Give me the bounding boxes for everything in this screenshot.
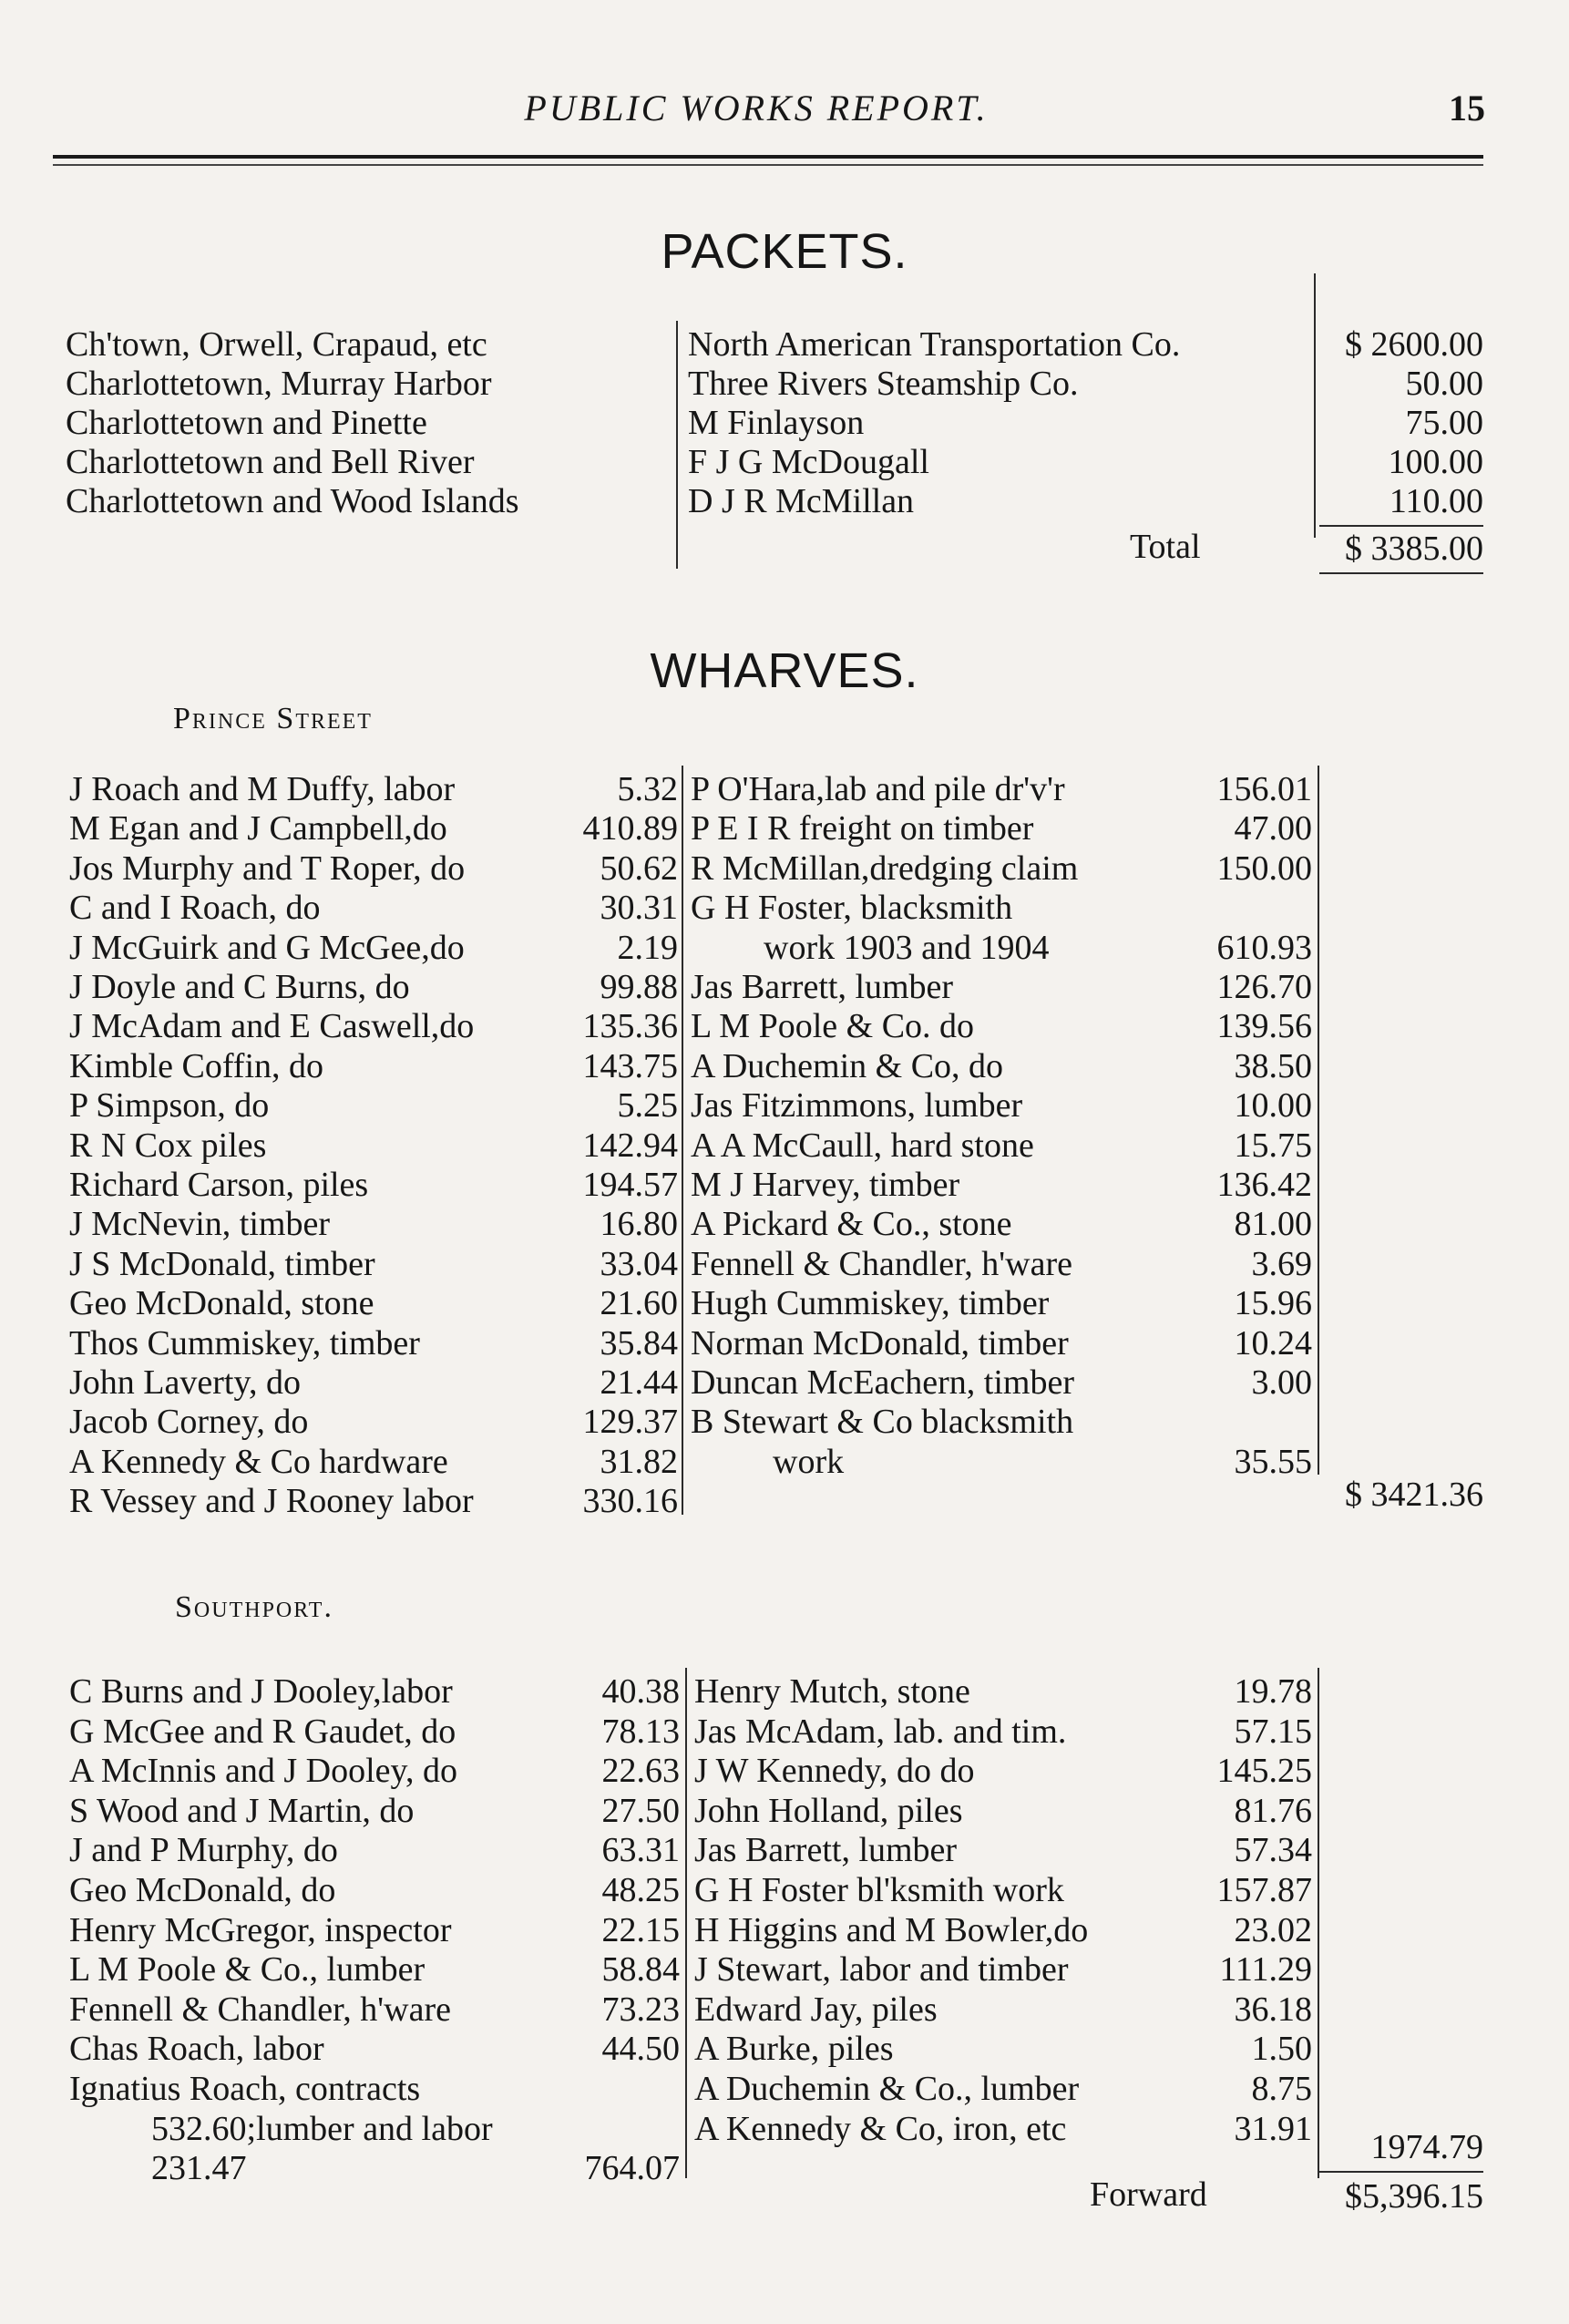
- prince-street-entry: [691, 1402, 1312, 1442]
- prince-street-entry: [69, 888, 678, 928]
- prince-street-entry-amount: 15.96: [1234, 1284, 1312, 1323]
- prince-street-entry: [691, 1442, 1312, 1482]
- southport-entry-name: Fennell & Chandler, h'ware: [69, 1990, 451, 2029]
- prince-street-entry-name: Hugh Cummiskey, timber: [691, 1284, 1050, 1323]
- packet-contractor: [688, 442, 1483, 482]
- prince-street-entry: [691, 1363, 1312, 1403]
- southport-entry: [694, 1870, 1312, 1910]
- page-number: 15: [1449, 87, 1485, 129]
- prince-street-entry: [69, 1481, 678, 1521]
- southport-entry-name: A Kennedy & Co, iron, etc: [694, 2109, 1067, 2148]
- southport-entry: [694, 2029, 1312, 2069]
- header-rule-thin: [53, 164, 1483, 166]
- southport-heading: Southport.: [175, 1590, 333, 1624]
- southport-entry-amount: 44.50: [601, 2030, 680, 2069]
- prince-street-entry-name: work: [773, 1442, 845, 1481]
- prince-street-entry: [69, 769, 678, 809]
- southport-entry: [69, 1671, 680, 1712]
- prince-street-entry-amount: 330.16: [582, 1482, 678, 1521]
- prince-street-entry-name: J McGuirk and G McGee,do: [69, 928, 465, 967]
- prince-street-entry-name: J Doyle and C Burns, do: [69, 968, 410, 1006]
- southport-entry-amount: 157.87: [1216, 1871, 1312, 1909]
- prince-street-entry-amount: 3.69: [1251, 1244, 1312, 1283]
- southport-entry-name: John Holland, piles: [694, 1791, 963, 1830]
- prince-street-entry-name: Duncan McEachern, timber: [691, 1363, 1074, 1402]
- prince-street-entry: [69, 1244, 678, 1284]
- prince-street-entry: [69, 1204, 678, 1244]
- prince-street-entry-amount: 156.01: [1216, 770, 1312, 808]
- southport-entry-name: C Burns and J Dooley,labor: [69, 1672, 453, 1711]
- southport-entry: [69, 1712, 680, 1752]
- southport-entry: [694, 2069, 1312, 2109]
- prince-street-entry: [69, 1085, 678, 1126]
- southport-entry-name: Jas Barrett, lumber: [694, 1831, 958, 1870]
- prince-street-entry: [691, 1046, 1312, 1086]
- southport-entry-name: Chas Roach, labor: [69, 2030, 324, 2069]
- prince-street-entry: [69, 1402, 678, 1442]
- southport-entry-name: A Burke, piles: [694, 2030, 894, 2069]
- southport-entry-name: Edward Jay, piles: [694, 1990, 938, 2029]
- prince-street-entry-amount: 21.44: [600, 1363, 678, 1402]
- southport-entry: [69, 1910, 680, 1950]
- southport-entry: [694, 1949, 1312, 1990]
- packet-route: Charlottetown and Pinette: [66, 404, 427, 442]
- southport-entry-name: Henry McGregor, inspector: [69, 1910, 452, 1949]
- prince-street-entry: [691, 1006, 1312, 1046]
- southport-entry: [694, 1712, 1312, 1752]
- southport-entry-amount: 19.78: [1234, 1672, 1312, 1711]
- southport-entry-amount: 23.02: [1234, 1910, 1312, 1949]
- packet-contractor: [688, 324, 1483, 365]
- prince-street-entry-amount: 81.00: [1234, 1205, 1312, 1244]
- prince-street-entry-name: J McNevin, timber: [69, 1205, 331, 1244]
- southport-entry-amount: 1.50: [1251, 2030, 1312, 2069]
- southport-entry: [69, 2069, 680, 2109]
- prince-street-entry-name: G H Foster, blacksmith: [691, 889, 1013, 928]
- packets-sum-rule: [1319, 525, 1483, 527]
- southport-entry-amount: 48.25: [601, 1871, 680, 1909]
- forward-label: Forward: [1090, 2175, 1207, 2214]
- prince-street-entry-amount: 610.93: [1216, 928, 1312, 967]
- prince-street-entry-amount: 35.84: [600, 1323, 678, 1363]
- packet-contractor: [688, 481, 1483, 521]
- southport-entry-amount: 31.91: [1234, 2109, 1312, 2148]
- packet-contractor-amount: 110.00: [1389, 482, 1483, 520]
- prince-street-entry: [691, 1165, 1312, 1205]
- prince-street-entry-name: P O'Hara,lab and pile dr'v'r: [691, 770, 1065, 808]
- southport-entry-amount: 57.15: [1234, 1712, 1312, 1751]
- prince-street-entry-name: Kimble Coffin, do: [69, 1046, 324, 1085]
- prince-street-entry-name: Jos Murphy and T Roper, do: [69, 848, 466, 888]
- prince-street-entry: [691, 1323, 1312, 1363]
- southport-entry-name: A Duchemin & Co., lumber: [694, 2070, 1080, 2108]
- prince-street-entry-amount: 143.75: [582, 1046, 678, 1085]
- prince-street-entry: [69, 967, 678, 1007]
- southport-entry: [69, 1830, 680, 1870]
- southport-total: 1974.79: [1370, 2128, 1483, 2166]
- southport-entry-name: G H Foster bl'ksmith work: [694, 1871, 1064, 1909]
- southport-entry: [69, 1870, 680, 1910]
- wharves-title: WHARVES.: [650, 643, 919, 698]
- prince-street-entry-name: R Vessey and J Rooney labor: [69, 1482, 474, 1521]
- prince-street-column-divider: [682, 766, 683, 1515]
- prince-street-entry: [69, 1283, 678, 1323]
- southport-entry-amount: 78.13: [601, 1712, 680, 1751]
- prince-street-entry-name: R N Cox piles: [69, 1126, 267, 1165]
- prince-street-entry-name: Fennell & Chandler, h'ware: [691, 1244, 1072, 1283]
- southport-entry-name: S Wood and J Martin, do: [69, 1791, 415, 1830]
- prince-street-entry: [691, 1283, 1312, 1323]
- prince-street-entry: [691, 1085, 1312, 1126]
- prince-street-entry-name: Richard Carson, piles: [69, 1166, 369, 1204]
- packet-route: Charlottetown, Murray Harbor: [66, 365, 492, 403]
- packet-contractor-name: Three Rivers Steamship Co.: [688, 365, 1079, 403]
- prince-street-amount-rule: [1318, 766, 1319, 1475]
- prince-street-entry-amount: 10.24: [1234, 1323, 1312, 1363]
- prince-street-entry-name: M Egan and J Campbell,do: [69, 809, 447, 848]
- prince-street-entry-amount: 31.82: [600, 1442, 678, 1481]
- forward-amount: $5,396.15: [1345, 2177, 1483, 2216]
- packet-contractor: [688, 364, 1483, 404]
- prince-street-entry-amount: 47.00: [1234, 809, 1312, 848]
- prince-street-entry-name: B Stewart & Co blacksmith: [691, 1403, 1074, 1442]
- prince-street-entry-amount: 38.50: [1234, 1046, 1312, 1085]
- prince-street-entry: [69, 1442, 678, 1482]
- running-title: PUBLIC WORKS REPORT.: [524, 87, 989, 129]
- prince-street-entry-amount: 136.42: [1216, 1166, 1312, 1204]
- prince-street-entry-name: P E I R freight on timber: [691, 809, 1034, 848]
- prince-street-entry-amount: 410.89: [582, 809, 678, 848]
- southport-entry-name: H Higgins and M Bowler,do: [694, 1910, 1089, 1949]
- southport-entry-name: Henry Mutch, stone: [694, 1672, 970, 1711]
- prince-street-entry: [691, 888, 1312, 928]
- southport-entry-amount: 40.38: [601, 1672, 680, 1711]
- prince-street-entry-amount: 2.19: [617, 928, 678, 967]
- prince-street-entry: [691, 808, 1312, 848]
- prince-street-entry-name: J S McDonald, timber: [69, 1244, 375, 1283]
- southport-entry: [69, 2148, 680, 2188]
- packet-route: Charlottetown and Bell River: [66, 443, 475, 481]
- southport-entry: [694, 1990, 1312, 2030]
- prince-street-entry-amount: 35.55: [1234, 1442, 1312, 1481]
- southport-entry: [694, 1830, 1312, 1870]
- southport-entry-amount: 73.23: [601, 1990, 680, 2029]
- packets-total-amount: $ 3385.00: [1345, 530, 1483, 568]
- prince-street-entry-amount: 5.25: [617, 1086, 678, 1126]
- prince-street-entry-name: M J Harvey, timber: [691, 1166, 960, 1204]
- prince-street-entry-name: A Kennedy & Co hardware: [69, 1442, 448, 1481]
- prince-street-entry-amount: 142.94: [582, 1126, 678, 1165]
- prince-street-entry: [691, 967, 1312, 1007]
- prince-street-heading: Prince Street: [173, 702, 373, 735]
- prince-street-entry-name: A Pickard & Co., stone: [691, 1205, 1012, 1244]
- southport-entry-amount: 57.34: [1234, 1831, 1312, 1870]
- prince-street-entry-name: C and I Roach, do: [69, 889, 321, 928]
- prince-street-entry-amount: 30.31: [600, 889, 678, 928]
- prince-street-entry-amount: 5.32: [617, 770, 678, 808]
- prince-street-entry-amount: 10.00: [1234, 1086, 1312, 1126]
- southport-entry-amount: 111.29: [1219, 1950, 1312, 1990]
- southport-entry-name: L M Poole & Co., lumber: [69, 1950, 426, 1990]
- prince-street-entry-name: Geo McDonald, stone: [69, 1284, 374, 1323]
- southport-entry: [694, 1671, 1312, 1712]
- southport-entry-amount: 27.50: [601, 1791, 680, 1830]
- prince-street-entry-amount: 135.36: [582, 1007, 678, 1046]
- southport-entry-amount: 58.84: [601, 1950, 680, 1990]
- prince-street-entry: [691, 1204, 1312, 1244]
- prince-street-entry: [69, 1006, 678, 1046]
- prince-street-entry-amount: 139.56: [1216, 1007, 1312, 1046]
- packets-divider: [676, 321, 678, 569]
- prince-street-entry-name: J Roach and M Duffy, labor: [69, 770, 456, 808]
- prince-street-entry: [69, 1126, 678, 1166]
- prince-street-entry-amount: 21.60: [600, 1284, 678, 1323]
- packets-total-label: Total: [1130, 528, 1201, 566]
- southport-entry: [694, 2109, 1312, 2149]
- southport-entry: [694, 1751, 1312, 1791]
- prince-street-entry: [69, 1323, 678, 1363]
- prince-street-entry-amount: 126.70: [1216, 968, 1312, 1006]
- packets-title: PACKETS.: [661, 224, 908, 279]
- prince-street-entry: [691, 1244, 1312, 1284]
- southport-entry-name: J Stewart, labor and timber: [694, 1950, 1069, 1990]
- southport-entry: [694, 1791, 1312, 1831]
- prince-street-entry-amount: 15.75: [1234, 1126, 1312, 1165]
- packet-contractor-name: F J G McDougall: [688, 443, 929, 481]
- prince-street-entry: [691, 848, 1312, 889]
- prince-street-entry: [69, 1165, 678, 1205]
- prince-street-entry-name: John Laverty, do: [69, 1363, 301, 1402]
- prince-street-entry-amount: 99.88: [600, 968, 678, 1006]
- southport-entry-name: 231.47: [151, 2149, 247, 2188]
- southport-entry-amount: 145.25: [1216, 1752, 1312, 1791]
- southport-entry-amount: 764.07: [584, 2149, 680, 2188]
- southport-entry: [69, 1949, 680, 1990]
- prince-street-entry-amount: 3.00: [1251, 1363, 1312, 1402]
- southport-amount-rule: [1318, 1668, 1319, 2178]
- prince-street-entry-name: R McMillan,dredging claim: [691, 848, 1079, 888]
- prince-street-entry-name: A A McCaull, hard stone: [691, 1126, 1034, 1165]
- prince-street-entry: [69, 848, 678, 889]
- southport-entry: [69, 1751, 680, 1791]
- southport-entry-amount: 8.75: [1251, 2070, 1312, 2108]
- prince-street-entry-amount: 129.37: [582, 1403, 678, 1442]
- prince-street-entry-name: Jacob Corney, do: [69, 1403, 309, 1442]
- southport-entry-amount: 22.15: [601, 1910, 680, 1949]
- packet-contractor-amount: 100.00: [1388, 443, 1483, 481]
- prince-street-entry: [691, 1126, 1312, 1166]
- prince-street-entry-name: J McAdam and E Caswell,do: [69, 1007, 475, 1046]
- southport-entry: [69, 1990, 680, 2030]
- southport-entry-name: 532.60;lumber and labor: [151, 2109, 493, 2148]
- southport-entry-name: Jas McAdam, lab. and tim.: [694, 1712, 1067, 1751]
- prince-street-entry-name: A Duchemin & Co, do: [691, 1046, 1004, 1085]
- prince-street-entry: [691, 769, 1312, 809]
- running-head: [0, 87, 1569, 132]
- packet-contractor-amount: 50.00: [1405, 365, 1483, 403]
- prince-street-total: $ 3421.36: [1345, 1476, 1483, 1514]
- prince-street-entry: [69, 1363, 678, 1403]
- prince-street-entry: [69, 928, 678, 968]
- header-rule: [53, 155, 1483, 159]
- southport-entry-name: Geo McDonald, do: [69, 1871, 336, 1909]
- southport-entry: [69, 2109, 680, 2149]
- prince-street-entry-amount: 194.57: [582, 1166, 678, 1204]
- prince-street-entry: [69, 1046, 678, 1086]
- prince-street-entry: [69, 808, 678, 848]
- prince-street-entry-name: Jas Barrett, lumber: [691, 968, 954, 1006]
- southport-entry-amount: 22.63: [601, 1752, 680, 1791]
- prince-street-entry-name: work 1903 and 1904: [764, 928, 1050, 967]
- southport-entry-name: G McGee and R Gaudet, do: [69, 1712, 456, 1751]
- packets-total-underline: [1319, 572, 1483, 574]
- southport-entry: [69, 2029, 680, 2069]
- southport-entry-name: J and P Murphy, do: [69, 1831, 338, 1870]
- packet-contractor: [688, 403, 1483, 443]
- packet-contractor-name: M Finlayson: [688, 404, 865, 442]
- packet-contractor-name: North American Transportation Co.: [688, 325, 1181, 364]
- prince-street-entry: [691, 928, 1312, 968]
- prince-street-entry-amount: 16.80: [600, 1205, 678, 1244]
- prince-street-entry-name: Thos Cummiskey, timber: [69, 1323, 420, 1363]
- prince-street-entry-name: L M Poole & Co. do: [691, 1007, 975, 1046]
- packet-route: Charlottetown and Wood Islands: [66, 482, 519, 520]
- southport-entry-name: J W Kennedy, do do: [694, 1752, 975, 1791]
- prince-street-entry-amount: 50.62: [600, 848, 678, 888]
- prince-street-entry-name: P Simpson, do: [69, 1086, 270, 1126]
- packet-contractor-amount: 75.00: [1405, 404, 1483, 442]
- southport-column-divider: [685, 1668, 687, 2178]
- prince-street-entry-name: Norman McDonald, timber: [691, 1323, 1069, 1363]
- southport-entry-name: A McInnis and J Dooley, do: [69, 1752, 458, 1791]
- southport-entry: [694, 1910, 1312, 1950]
- prince-street-entry-amount: 33.04: [600, 1244, 678, 1283]
- packet-route: Ch'town, Orwell, Crapaud, etc: [66, 325, 487, 364]
- southport-entry-amount: 63.31: [601, 1831, 680, 1870]
- southport-entry-amount: 36.18: [1234, 1990, 1312, 2029]
- packet-contractor-amount: $ 2600.00: [1345, 325, 1483, 364]
- southport-entry: [69, 1791, 680, 1831]
- southport-entry-amount: 81.76: [1234, 1791, 1312, 1830]
- southport-entry-name: Ignatius Roach, contracts: [69, 2070, 421, 2108]
- prince-street-entry-name: Jas Fitzimmons, lumber: [691, 1086, 1023, 1126]
- prince-street-entry-amount: 150.00: [1216, 848, 1312, 888]
- packet-contractor-name: D J R McMillan: [688, 482, 915, 520]
- southport-sum-rule: [1319, 2171, 1483, 2173]
